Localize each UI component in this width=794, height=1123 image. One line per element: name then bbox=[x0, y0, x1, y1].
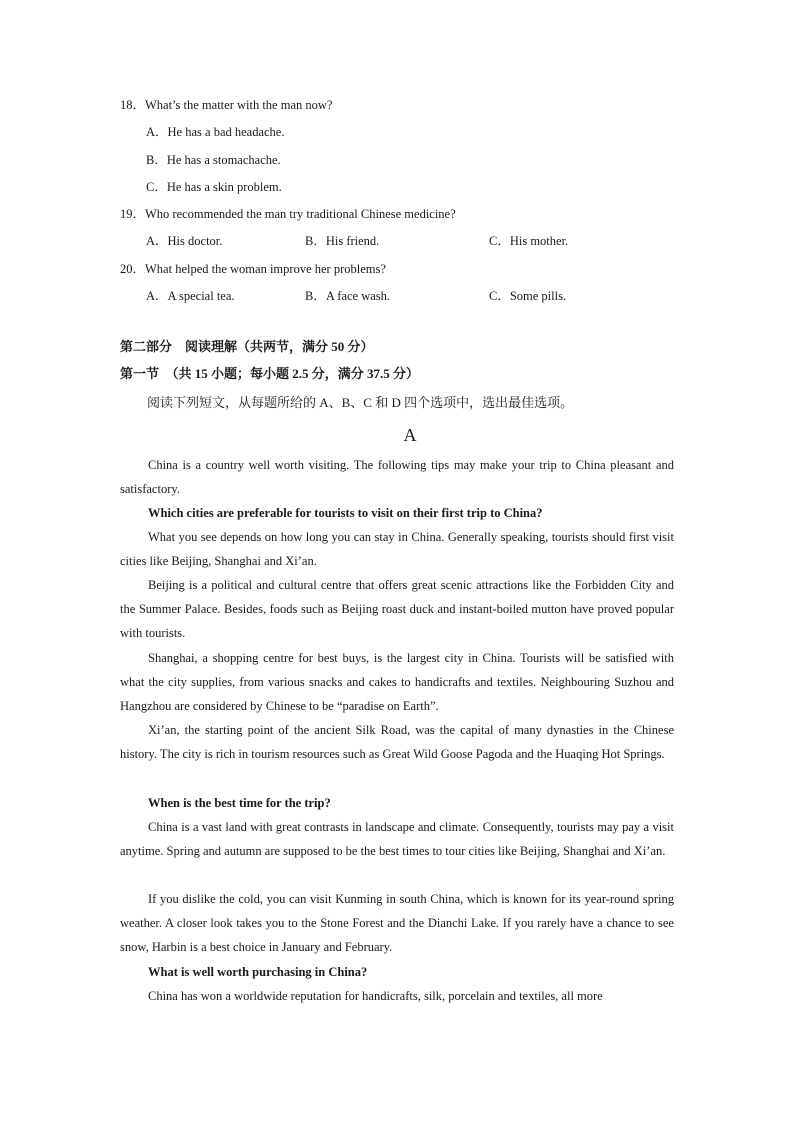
part-two-title: 第二部分 阅读理解（共两节，满分 50 分） bbox=[120, 339, 374, 354]
paragraph-xian: Xi’an, the starting point of the ancient Silk Road, was the capital of many dynasties in the Chinese history. The city is rich in tourism resources such as Great Wild Goose Pagoda and the Huaqing Hot Springs. bbox=[120, 723, 674, 762]
paragraph-intro: China is a country well worth visiting. The following tips may make your trip to China pleasant and satisfactory. bbox=[120, 458, 674, 497]
passage-letter: A bbox=[403, 425, 417, 445]
paragraph-cities: What you see depends on how long you can stay in China. Generally speaking, tourists should first visit cities like Beijing, Shanghai and Xi’an. bbox=[120, 530, 674, 569]
paragraph-kunming-harbin: If you dislike the cold, you can visit Kunming in south China, which is known for its year-round spring weather. A closer look takes you to the Stone Forest and the Dianchi Lake. If you rarely have a chance to see snow, Harbin is a best choice in January and February. bbox=[120, 892, 674, 955]
subheading-cities: Which cities are preferable for tourists to visit on their first trip to China? bbox=[148, 506, 543, 520]
paragraph-purchasing: China has won a worldwide reputation for handicrafts, silk, porcelain and textiles, all more bbox=[148, 989, 603, 1003]
paragraph-beijing: Beijing is a political and cultural centre that offers great scenic attractions like the Forbidden City and the Summer Palace. Besides, foods such as Beijing roast duck and instant-boiled mutton have proved popular with tourists. bbox=[120, 578, 674, 641]
question-18-stem: 18．What’s the matter with the man now? bbox=[120, 98, 333, 112]
question-20-option-c: C．Some pills. bbox=[489, 289, 567, 303]
section-one-title: 第一节 （共 15 小题；每小题 2.5 分，满分 37.5 分） bbox=[120, 366, 420, 381]
subheading-best-time: When is the best time for the trip? bbox=[148, 796, 331, 810]
question-18-option-b: B．He has a stomachache. bbox=[146, 153, 281, 167]
question-19-stem: 19．Who recommended the man try traditional Chinese medicine? bbox=[120, 207, 456, 221]
paragraph-shanghai: Shanghai, a shopping centre for best buys, is the largest city in China. Tourists will be satisfied with what the city supplies, from various snacks and cakes to handicrafts and textiles. Neighbouring Suzhou and Hangzhou are considered by Chinese to be “paradise on Earth”. bbox=[120, 651, 674, 714]
question-20-option-a: A．A special tea. bbox=[146, 289, 235, 303]
question-20-option-b: B．A face wash. bbox=[305, 289, 391, 303]
question-20-stem: 20．What helped the woman improve her problems? bbox=[120, 262, 386, 276]
question-19-option-c: C．His mother. bbox=[489, 234, 569, 248]
paragraph-climate: China is a vast land with great contrasts in landscape and climate. Consequently, tourists may pay a visit anytime. Spring and autumn are supposed to be the best times to tour cities like Beijing, Shanghai and Xi’an. bbox=[120, 820, 674, 859]
question-18-option-c: C．He has a skin problem. bbox=[146, 180, 282, 194]
reading-instruction: 阅读下列短文，从每题所给的 A、B、C 和 D 四个选项中，选出最佳选项。 bbox=[147, 395, 574, 410]
question-19-option-b: B．His friend. bbox=[305, 234, 380, 248]
question-18-option-a: A．He has a bad headache. bbox=[146, 125, 285, 139]
question-19-option-a: A．His doctor. bbox=[146, 234, 223, 248]
subheading-purchasing: What is well worth purchasing in China? bbox=[148, 965, 368, 979]
